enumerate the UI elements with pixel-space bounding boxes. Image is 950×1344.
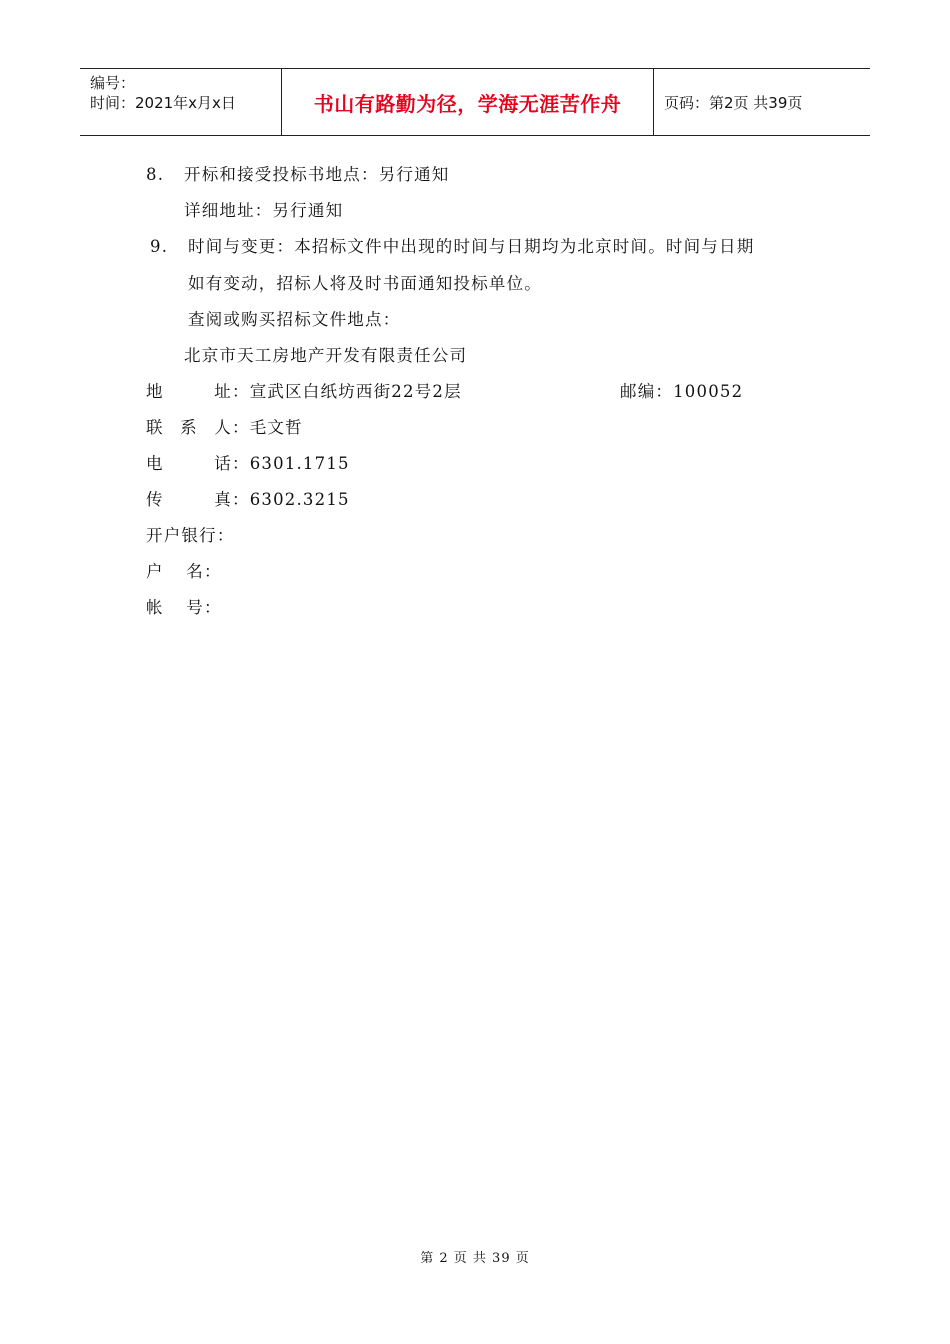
contact-value: ：毛文哲 xyxy=(232,418,303,437)
item-9-text-line2: 如有变动，招标人将及时书面通知投标单位。 xyxy=(188,274,542,293)
account-name-value: ： xyxy=(204,562,222,581)
item-8-number: 8. xyxy=(146,165,165,184)
item-9 xyxy=(150,233,754,257)
phone-value: ：6301.1715 xyxy=(232,454,350,473)
page-footer: 第 2 页 共 39 页 xyxy=(420,1251,530,1266)
page-header xyxy=(80,68,870,136)
fax-value: ：6302.3215 xyxy=(232,490,350,509)
bank-label: 开户银行 xyxy=(146,526,217,545)
address-label: 地址 xyxy=(146,382,232,401)
contact-row xyxy=(146,414,303,438)
company-name: 北京市天工房地产开发有限责任公司 xyxy=(184,346,468,365)
bank-row xyxy=(146,522,235,546)
postcode: 邮编：100052 xyxy=(620,382,744,401)
bank-value: ： xyxy=(216,526,235,545)
item-9-number: 9. xyxy=(150,237,169,256)
item-8 xyxy=(146,161,450,185)
account-number-label: 帐号 xyxy=(146,598,204,617)
purchase-location: 查阅或购买招标文件地点： xyxy=(188,310,401,329)
account-name-label: 户名 xyxy=(146,562,204,581)
serial-number-label: 编号： xyxy=(90,74,136,92)
address-value: ：宣武区白纸坊西街22号2层 xyxy=(232,382,462,401)
header-meta-cell xyxy=(80,69,282,135)
phone-label: 电话 xyxy=(146,454,232,473)
header-page-code: 页码：第2页 共39页 xyxy=(664,93,803,112)
fax-row xyxy=(146,486,350,510)
account-number-row xyxy=(146,594,222,618)
item-8-text: 开标和接受投标书地点：另行通知 xyxy=(184,165,450,184)
date-label: 时间：2021年x月x日 xyxy=(90,94,236,112)
fax-label: 传真 xyxy=(146,490,232,509)
item-9-text-line1: 时间与变更：本招标文件中出现的时间与日期均为北京时间。时间与日期 xyxy=(188,237,755,256)
item-8-detail: 详细地址：另行通知 xyxy=(184,201,344,220)
account-name-row xyxy=(146,558,222,582)
header-motto: 书山有路勤为径，学海无涯苦作舟 xyxy=(282,69,654,135)
phone-row xyxy=(146,450,350,474)
contact-label: 联系人 xyxy=(146,418,232,437)
address-row xyxy=(146,378,462,402)
account-number-value: ： xyxy=(204,598,222,617)
